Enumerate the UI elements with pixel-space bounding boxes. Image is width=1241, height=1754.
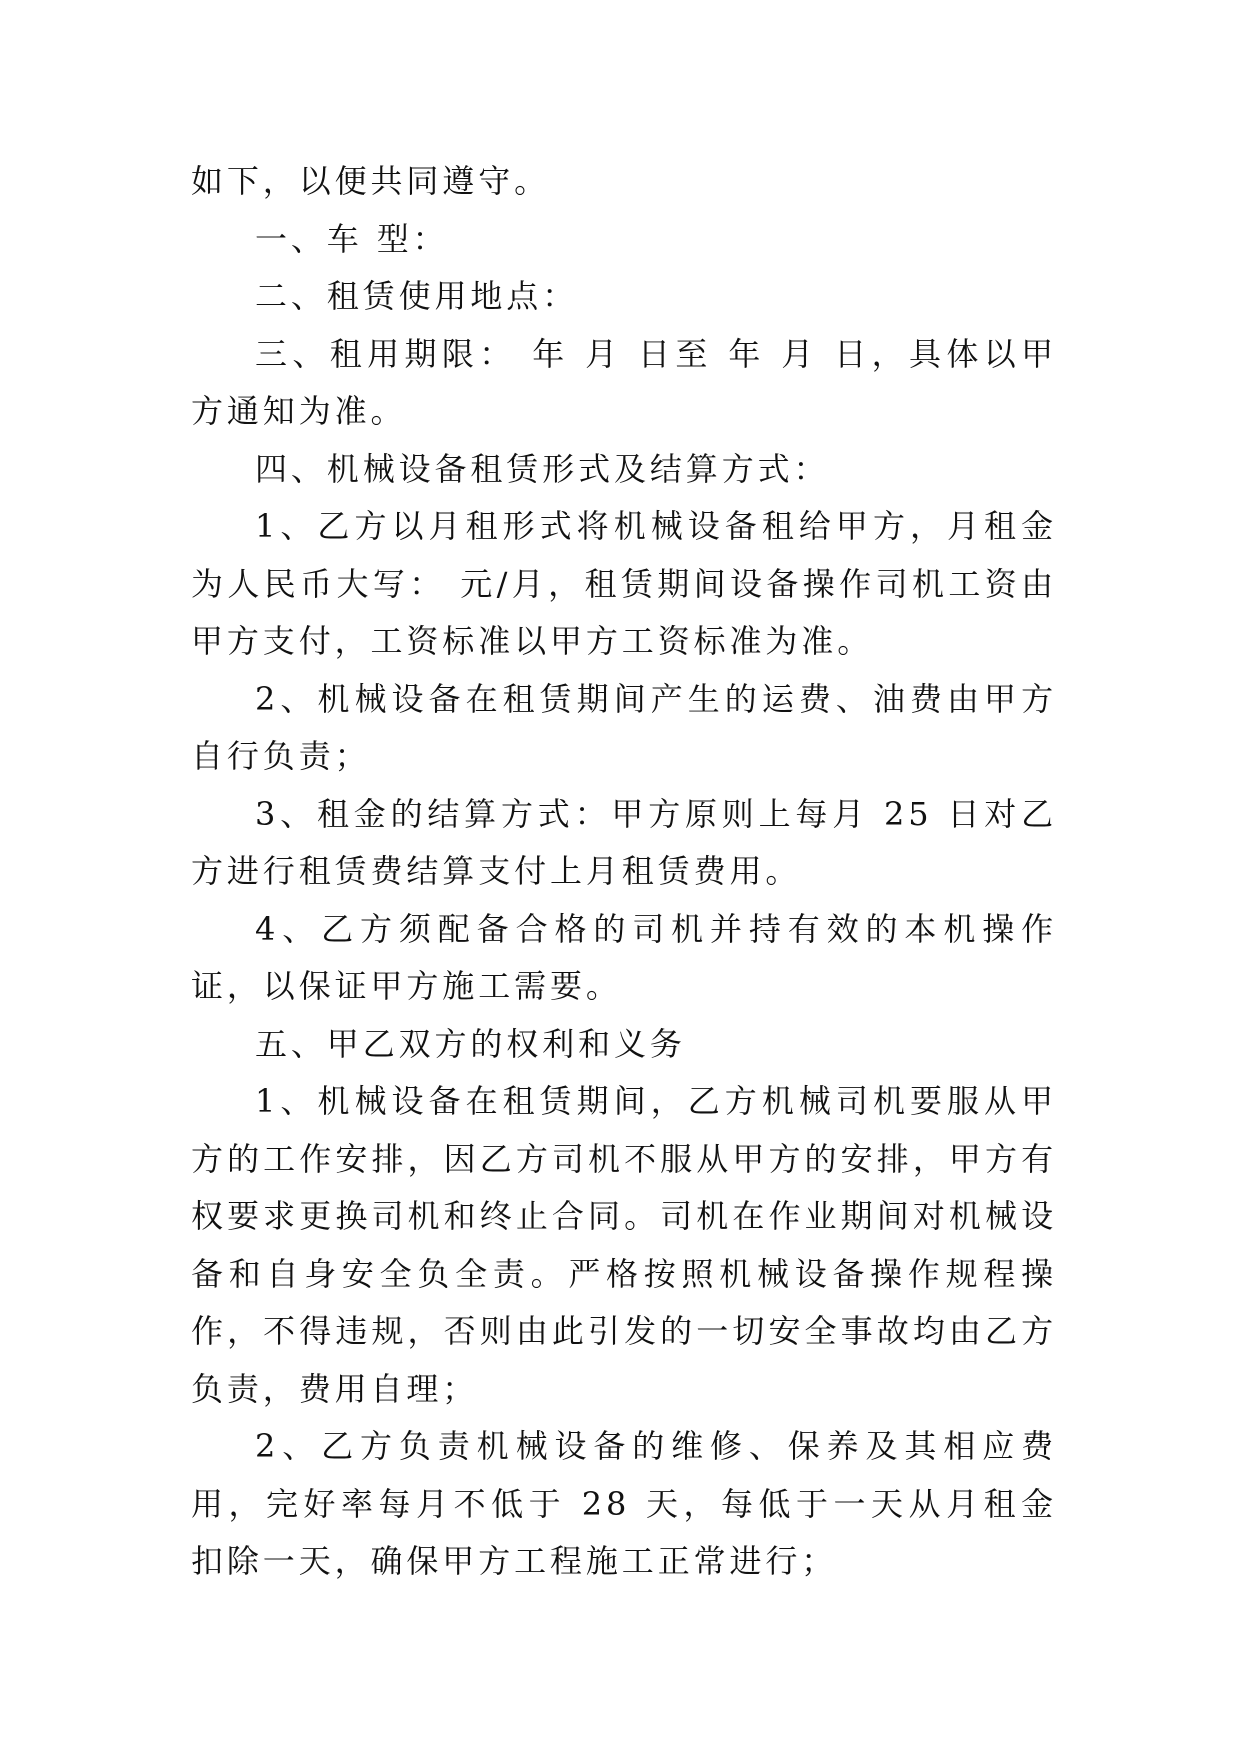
paragraph-continuation: 如下，以便共同遵守。 <box>191 162 551 200</box>
clause-4-2-transport-fuel: 2、机械设备在租赁期间产生的运费、油费由甲方自行负责； <box>191 679 1057 775</box>
clause-4-4-driver: 4、乙方须配备合格的司机并持有效的本机操作证，以保证甲方施工需要。 <box>191 909 1057 1005</box>
clause-5-1-driver-obedience: 1、机械设备在租赁期间，乙方机械司机要服从甲方的工作安排，因乙方司机不服从甲方的安排，甲方有权要求更换司机和终止合同。司机在作业期间对机械设备和自身安全负全责。严格按照机械设备操作规程操作，不得违规，否则由此引发的一切安全事故均由乙方负责，费用自理； <box>191 1082 1057 1408</box>
clause-4-3-settlement: 3、租金的结算方式：甲方原则上每月 25 日对乙方进行租赁费结算支付上月租赁费用。 <box>191 794 1057 890</box>
paragraph-rental-location: 二、租赁使用地点： <box>255 277 579 315</box>
heading-rental-form-settlement: 四、机械设备租赁形式及结算方式： <box>255 449 830 488</box>
paragraph-vehicle-type: 一、车 型： <box>255 219 449 258</box>
clause-5-2-maintenance: 2、乙方负责机械设备的维修、保养及其相应费用，完好率每月不低于 28 天，每低于一天从月租金扣除一天，确保甲方工程施工正常进行； <box>191 1427 1057 1580</box>
heading-rights-obligations: 五、甲乙双方的权利和义务 <box>255 1024 686 1063</box>
paragraph-rental-period: 三、租用期限： 年 月 日至 年 月 日，具体以甲方通知为准。 <box>191 334 1057 430</box>
clause-4-1-monthly-rent: 1、乙方以月租形式将机械设备租给甲方，月租金为人民币大写： 元/月，租赁期间设备操作司机工资由甲方支付，工资标准以甲方工资标准为准。 <box>191 507 1057 660</box>
document-body <box>191 153 1057 1591</box>
